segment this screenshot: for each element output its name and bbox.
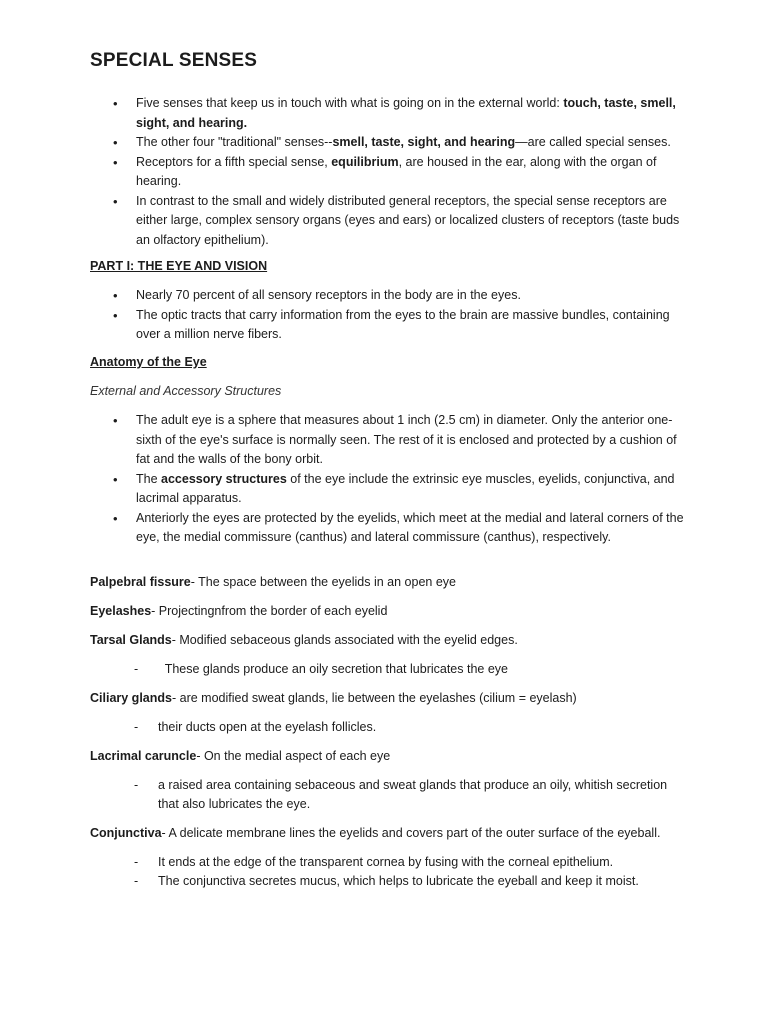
- part1-heading: PART I: THE EYE AND VISION: [90, 259, 268, 273]
- bullet-text: The: [136, 471, 162, 486]
- list-item: [0, 94, 768, 133]
- list-item: [0, 411, 768, 470]
- definition-term: Lacrimal caruncle: [90, 749, 197, 763]
- list-item: - a raised area containing sebaceous and sweat glands that produce an oily, whitish secretion that also lubricates the eye.: [0, 776, 768, 814]
- external-bullet-list: [0, 411, 768, 548]
- definition-text: - On the medial aspect of each eye: [196, 749, 391, 763]
- definition-term: Palpebral fissure: [90, 575, 191, 589]
- bullet-text-end: —are called special senses.: [515, 135, 671, 149]
- definition-ciliary-glands: [90, 689, 577, 708]
- bullet-text: The other four "traditional" senses--: [136, 135, 333, 149]
- bullet-text-end: , are housed in the ear, along with the organ of hearing.: [136, 154, 657, 188]
- list-item: [0, 133, 768, 153]
- list-item: [0, 509, 768, 548]
- definition-text: - are modified sweat glands, lie between the eyelashes (cilium = eyelash): [171, 691, 577, 705]
- bullet-text: In contrast to the small and widely distributed general receptors, the special sense receptors are either large, complex sensory organs (eyes and ears) or localized clusters of receptors (taste buds an olfactory epithelium).: [136, 193, 680, 247]
- definition-text: - Projectingnfrom the border of each eyelid: [151, 604, 388, 618]
- bullet-text: The adult eye is a sphere that measures about 1 inch (2.5 cm) in diameter. Only the anterior one- sixth of the eye's surface is normally seen. The rest of it is enclosed and protected by a cushion of fat and the walls of the bony orbit.: [136, 413, 677, 466]
- definition-eyelashes: [90, 602, 387, 621]
- bullet-text: Receptors for a fifth special sense,: [136, 154, 332, 169]
- tarsal-sub-list: [0, 660, 768, 679]
- bullet-text: Anteriorly the eyes are protected by the eyelids, which meet at the medial and lateral corners of the eye, the medial commissure (canthus) and lateral commissure (canthus), respectively.: [136, 510, 684, 544]
- definition-text: - The space between the eyelids in an open eye: [190, 575, 456, 589]
- bullet-text: Five senses that keep us in touch with what is going on in the external world:: [136, 96, 564, 110]
- definition-conjunctiva: [90, 824, 660, 843]
- definition-text: - A delicate membrane lines the eyelids and covers part of the outer surface of the eyeball.: [161, 826, 661, 840]
- bullet-bold-text: smell, taste, sight, and hearing: [332, 135, 516, 149]
- definition-term: Tarsal Glands: [90, 633, 172, 647]
- definition-tarsal-glands: [90, 631, 518, 650]
- anatomy-heading: Anatomy of the Eye: [90, 355, 207, 369]
- definition-lacrimal-caruncle: [90, 747, 390, 766]
- list-item: - their ducts open at the eyelash follicles.: [0, 718, 768, 737]
- conjunctiva-sub-list: [0, 853, 768, 891]
- part1-bullet-list: [0, 286, 768, 345]
- bullet-bold-text: touch, taste, smell, sight, and hearing.: [136, 96, 676, 130]
- definition-term: Eyelashes: [90, 604, 152, 618]
- definition-term: Conjunctiva: [90, 826, 162, 840]
- list-item: - It ends at the edge of the transparent cornea by fusing with the corneal epithelium.: [0, 853, 768, 872]
- bullet-bold-text: accessory structures: [161, 471, 287, 486]
- definition-text: - Modified sebaceous glands associated with the eyelid edges.: [171, 633, 518, 647]
- definition-palpebral-fissure: [90, 573, 456, 592]
- list-item: - These glands produce an oily secretion that lubricates the eye: [0, 660, 768, 679]
- list-item: • The optic tracts that carry information from the eyes to the brain are massive bundles, containing over a million nerve fibers.: [0, 306, 768, 345]
- list-item: [0, 192, 768, 251]
- list-item: • Nearly 70 percent of all sensory receptors in the body are in the eyes.: [0, 286, 768, 306]
- page-title: SPECIAL SENSES: [90, 50, 258, 71]
- bullet-text-end: of the eye include the extrinsic eye muscles, eyelids, conjunctiva, and lacrimal apparatus.: [136, 471, 675, 505]
- ciliary-sub-list: [0, 718, 768, 737]
- external-structures-heading: External and Accessory Structures: [90, 384, 282, 398]
- lacrimal-sub-list: [0, 776, 768, 814]
- list-item: - The conjunctiva secretes mucus, which helps to lubricate the eyeball and keep it moist.: [0, 872, 768, 891]
- intro-bullet-list: [0, 94, 768, 250]
- list-item: [0, 153, 768, 192]
- list-item: [0, 470, 768, 509]
- bullet-bold-text: equilibrium: [331, 154, 399, 169]
- definition-term: Ciliary glands: [90, 691, 172, 705]
